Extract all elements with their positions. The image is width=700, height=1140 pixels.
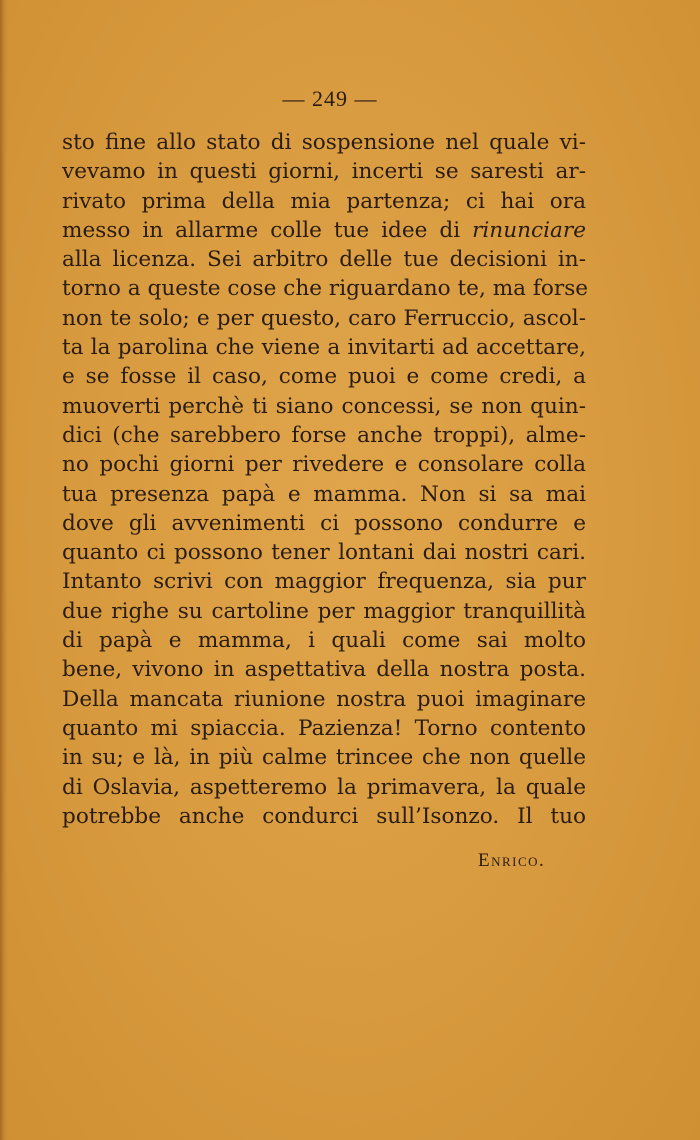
text-line: alla licenza. Sei arbitro delle tue decisioni in-	[62, 247, 586, 273]
text-line	[62, 216, 586, 245]
page-number: — 249 —	[282, 86, 378, 111]
page-binding-edge	[0, 0, 8, 1140]
text-line: no pochi giorni per rivedere e consolare colla	[62, 452, 586, 478]
text-line: in su; e là, in più calme trincee che non quelle	[62, 745, 586, 771]
text-line: muoverti perchè ti siano concessi, se non quin-	[62, 393, 586, 419]
text-line: torno a queste cose che riguardano te, ma forse	[62, 276, 589, 302]
text-segment: messo in allarme colle tue idee di	[62, 217, 473, 243]
text-line: di Oslavia, aspetteremo la primavera, la quale	[62, 774, 586, 800]
text-line: tua presenza papà e mamma. Non si sa mai	[62, 481, 586, 507]
italic-word: rinunciare	[472, 217, 586, 243]
text-line: dove gli avvenimenti ci possono condurre e	[62, 510, 586, 536]
text-line: vevamo in questi giorni, incerti se saresti ar-	[62, 159, 586, 185]
text-line: ta la parolina che viene a invitarti ad accettare,	[62, 335, 586, 361]
text-line: non te solo; e per questo, caro Ferruccio, ascol-	[62, 305, 586, 331]
letter-body	[62, 128, 589, 831]
text-line: di papà e mamma, i quali come sai molto	[62, 628, 586, 654]
text-line: dici (che sarebbero forse anche troppi), alme-	[62, 422, 586, 448]
text-line: due righe su cartoline per maggior tranquillità	[62, 598, 586, 624]
text-line: quanto mi spiaccia. Pazienza! Torno contento	[62, 715, 586, 741]
text-line: Della mancata riunione nostra puoi imaginare	[62, 686, 586, 712]
text-line: potrebbe anche condurci sull’Isonzo. Il tuo	[62, 803, 586, 829]
text-line: quanto ci possono tener lontani dai nostri cari.	[62, 540, 586, 566]
text-line: bene, vivono in aspettativa della nostra posta.	[62, 657, 586, 683]
text-line: rivato prima della mia partenza; ci hai ora	[62, 188, 586, 214]
text-line: Intanto scrivi con maggior frequenza, sia pur	[62, 569, 586, 595]
signature: Enrico.	[478, 850, 546, 871]
text-line: e se fosse il caso, come puoi e come credi, a	[62, 364, 586, 390]
text-line: sto fine allo stato di sospensione nel quale vi-	[62, 130, 586, 155]
